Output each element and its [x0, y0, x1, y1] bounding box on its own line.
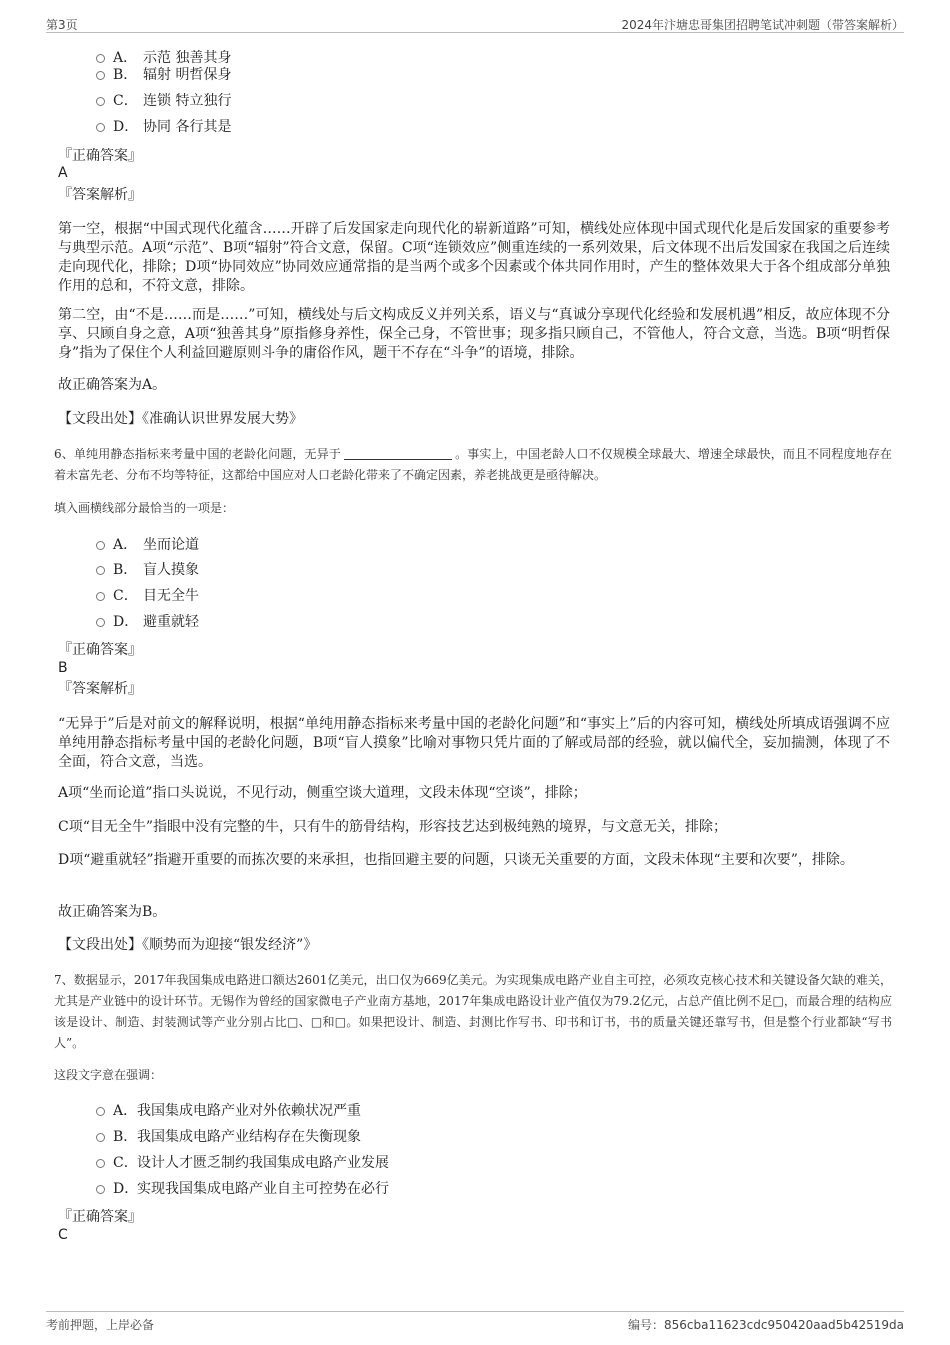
document-title: 2024年汴塘忠哥集团招聘笔试冲刺题（带答案解析） — [621, 18, 904, 32]
q7-answer-label: 『正确答案』 — [58, 1209, 142, 1225]
q7-answer: C — [58, 1227, 68, 1243]
radio-icon[interactable] — [96, 1159, 105, 1168]
q5-conclusion: 故正确答案为A。 — [58, 377, 167, 393]
q7-option-c[interactable]: C．设计人才匮乏制约我国集成电路产业发展 — [96, 1152, 389, 1174]
q5-option-a[interactable]: A． 示范 独善其身 — [96, 47, 231, 69]
radio-icon[interactable] — [96, 1133, 105, 1142]
q6-prompt: 填入画横线部分最恰当的一项是： — [54, 501, 235, 515]
q6-analysis-label: 『答案解析』 — [58, 681, 142, 697]
radio-icon[interactable] — [96, 123, 105, 132]
q6-analysis-paragraph: A项“坐而论道”指口头说说，不见行动，侧重空谈大道理，文段未体现“空谈”，排除； — [58, 785, 587, 801]
fill-blank — [344, 446, 452, 460]
q6-option-c[interactable]: C． 目无全牛 — [96, 585, 199, 607]
page-number: 第3页 — [46, 18, 78, 32]
page-footer — [46, 1311, 904, 1336]
q5-analysis-paragraph: 第二空，由“不是……而是……”可知，横线处与后文构成反义并列关系，语义与“真诚分享现代化经验和发展机遇”相反，故应体现不分享、只顾自身之意，A项“独善其身”原指修身养性，保全己身，不管世事；现多指只顾自己，不管他人，符合文意，当选。B项“明哲保身”指为了保住个人利益回避原则斗争的庸俗作风，题干不存在“斗争”的语境，排除。 — [58, 307, 890, 361]
q6-option-a[interactable]: A． 坐而论道 — [96, 534, 199, 556]
q5-analysis-paragraph: 第一空，根据“中国式现代化蕴含……开辟了后发国家走向现代化的崭新道路”可知，横线处应体现中国式现代化是后发国家的重要参考与典型示范。A项“示范”、B项“辐射”符合文意，保留。C项“连锁效应”侧重连续的一系列效果，后文体现不出后发国家在我国之后连续走向现代化，排除；D项“协同效应”协同效应通常指的是当两个或多个因素或个体共同作用时，产生的整体效果大于各个组成部分单独作用的总和，不符文意，排除。 — [58, 221, 890, 294]
q7-option-d[interactable]: D．实现我国集成电路产业自主可控势在必行 — [96, 1178, 389, 1200]
q7-prompt: 这段文字意在强调： — [54, 1068, 163, 1082]
radio-icon[interactable] — [96, 97, 105, 106]
radio-icon[interactable] — [96, 54, 105, 63]
q5-source: 【文段出处】《准确认识世界发展大势》 — [58, 411, 303, 427]
document-code: 编号：856cba11623cdc950420aad5b42519da — [628, 1318, 904, 1332]
q7-stem: 7、数据显示，2017年我国集成电路进口额达2601亿美元，出口仅为669亿美元。为实现集成电路产业自主可控，必须攻克核心技术和关键设备欠缺的难关，尤其是产业链中的设计环节。无锡作为曾经的国家微电子产业南方基地，2017年集成电路设计业产值仅为79.2亿元，占总产值比例不足□，而最合理的结构应该是设计、制造、封装测试等产业分别占比□、□和□。如果把设计、制造、封测比作写书、印书和订书，书的质量关键还靠写书，但是整个行业都缺“写书人”。 — [54, 973, 892, 1050]
footer-slogan: 考前押题，上岸必备 — [46, 1318, 155, 1332]
radio-icon[interactable] — [96, 618, 105, 627]
q6-analysis-paragraph: C项“目无全牛”指眼中没有完整的牛，只有牛的筋骨结构，形容技艺达到极纯熟的境界，与文意无关，排除； — [58, 819, 728, 835]
q6-conclusion: 故正确答案为B。 — [58, 904, 167, 920]
q6-analysis-paragraph: “无异于”后是对前文的解释说明，根据“单纯用静态指标来考量中国的老龄化问题”和“事实上”后的内容可知，横线处所填成语强调不应单纯用静态指标考量中国的老龄化问题，B项“盲人摸象”比喻对事物只凭片面的了解或局部的经验，就以偏代全，妄加揣测，体现了不全面，符合文意，当选。 — [58, 716, 890, 770]
radio-icon[interactable] — [96, 1107, 105, 1116]
q5-option-d[interactable]: D． 协同 各行其是 — [96, 116, 231, 138]
q5-answer: A — [58, 165, 68, 181]
radio-icon[interactable] — [96, 566, 105, 575]
q6-answer-label: 『正确答案』 — [58, 642, 142, 658]
q6-answer: B — [58, 660, 68, 676]
q6-analysis-paragraph: D项“避重就轻”指避开重要的而拣次要的来承担，也指回避主要的问题，只谈无关重要的方面，文段未体现“主要和次要”，排除。 — [58, 852, 854, 868]
q6-option-b[interactable]: B． 盲人摸象 — [96, 559, 199, 581]
q5-option-b[interactable]: B． 辐射 明哲保身 — [96, 64, 231, 86]
radio-icon[interactable] — [96, 1185, 105, 1194]
q5-analysis-label: 『答案解析』 — [58, 187, 142, 203]
radio-icon[interactable] — [96, 592, 105, 601]
q5-answer-label: 『正确答案』 — [58, 148, 142, 164]
page-header — [46, 14, 904, 33]
q7-option-b[interactable]: B．我国集成电路产业结构存在失衡现象 — [96, 1126, 361, 1148]
q6-source: 【文段出处】《顺势而为迎接“银发经济”》 — [58, 937, 318, 953]
radio-icon[interactable] — [96, 71, 105, 80]
q7-option-a[interactable]: A．我国集成电路产业对外依赖状况严重 — [96, 1100, 361, 1122]
q6-option-d[interactable]: D． 避重就轻 — [96, 611, 199, 633]
q6-stem: 6、单纯用静态指标来考量中国的老龄化问题，无异于 。事实上，中国老龄人口不仅规模全球最大、增速全球最快，而且不同程度地存在着未富先老、分布不均等特征，这都给中国应对人口老龄化带来了不确定因素，养老挑战更是亟待解决。 — [54, 447, 892, 482]
q5-option-c[interactable]: C． 连锁 特立独行 — [96, 90, 231, 112]
radio-icon[interactable] — [96, 541, 105, 550]
